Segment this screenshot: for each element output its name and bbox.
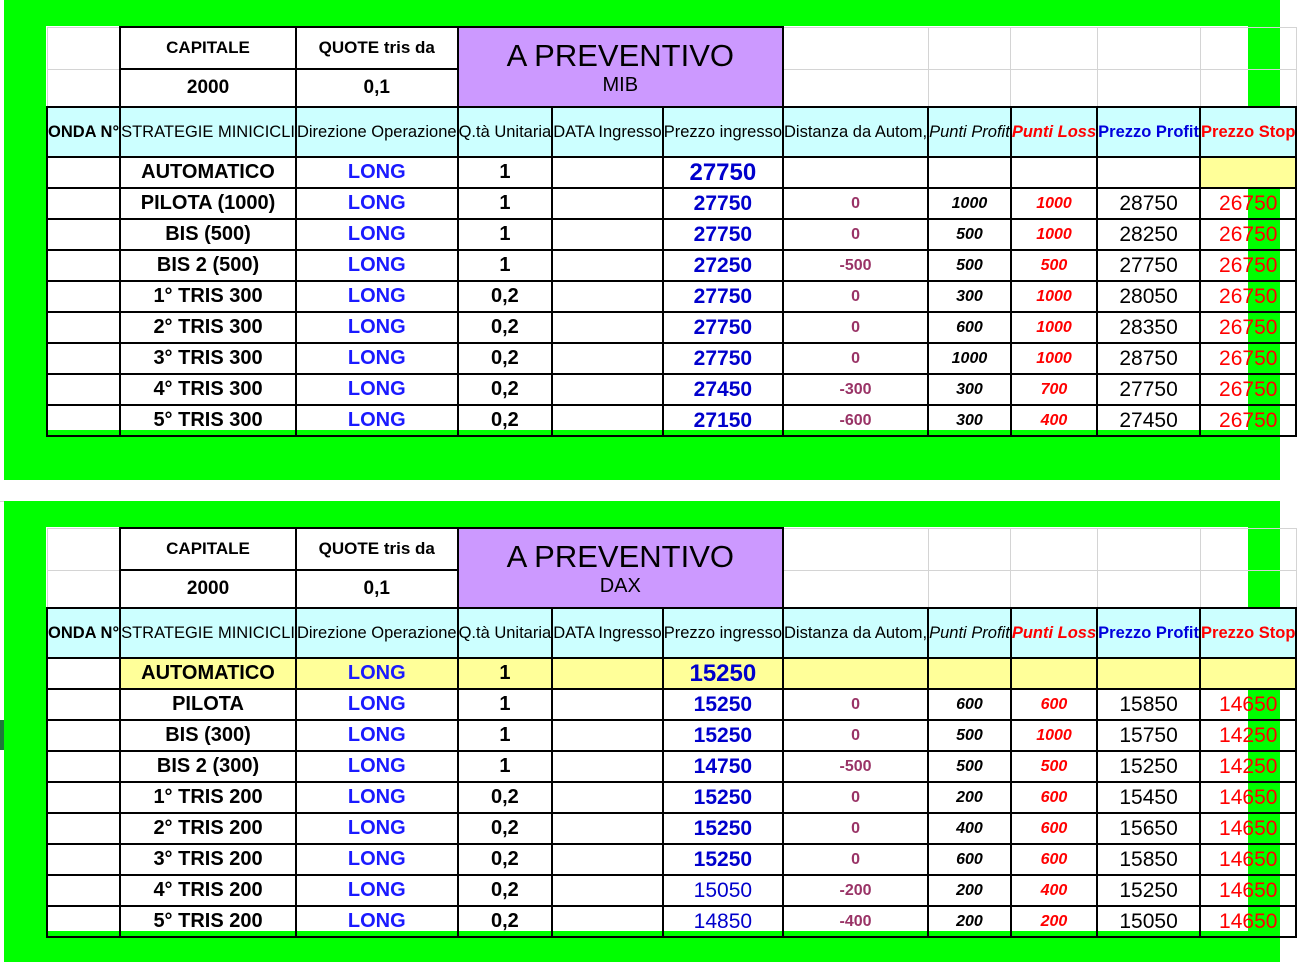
prezzo-ingresso-cell[interactable]: 15050 (663, 875, 783, 906)
distanza-cell[interactable] (783, 658, 928, 689)
onda-cell[interactable] (47, 906, 120, 937)
prezzo-profit-cell[interactable]: 15650 (1097, 813, 1200, 844)
title-block[interactable] (458, 27, 783, 107)
cell[interactable] (1097, 27, 1200, 69)
onda-cell[interactable] (47, 689, 120, 720)
distanza-cell[interactable]: -200 (783, 875, 928, 906)
direzione-cell[interactable]: LONG (296, 281, 458, 312)
onda-cell[interactable] (47, 875, 120, 906)
onda-cell[interactable] (47, 374, 120, 405)
direzione-cell[interactable]: LONG (296, 906, 458, 937)
header-prezzo-ingresso[interactable]: Prezzo ingresso (663, 608, 783, 658)
cell[interactable] (1200, 528, 1296, 570)
punti-profit-cell[interactable]: 500 (928, 219, 1011, 250)
punti-profit-cell[interactable]: 500 (928, 751, 1011, 782)
onda-cell[interactable] (47, 188, 120, 219)
qta-cell[interactable]: 1 (458, 219, 553, 250)
header-strategie[interactable]: STRATEGIE MINICICLI (120, 608, 296, 658)
prezzo-ingresso-cell[interactable]: 27750 (663, 343, 783, 374)
mib-panel (4, 0, 1296, 480)
direzione-cell[interactable]: LONG (296, 875, 458, 906)
quote-value[interactable]: 0,1 (296, 69, 458, 107)
table-row (47, 658, 1296, 689)
punti-loss-cell[interactable]: 600 (1011, 844, 1097, 875)
data-ingresso-cell[interactable] (552, 157, 663, 188)
strategia-cell[interactable]: 1° TRIS 300 (120, 281, 296, 312)
strategia-cell[interactable]: 2° TRIS 200 (120, 813, 296, 844)
punti-profit-cell[interactable]: 200 (928, 782, 1011, 813)
prezzo-stop-cell[interactable]: 14250 (1200, 751, 1296, 782)
punti-profit-cell[interactable]: 600 (928, 689, 1011, 720)
data-ingresso-cell[interactable] (552, 188, 663, 219)
prezzo-stop-cell[interactable]: 26750 (1200, 250, 1296, 281)
prezzo-profit-cell[interactable]: 27750 (1097, 374, 1200, 405)
table-row (47, 157, 1296, 188)
strategia-cell[interactable]: AUTOMATICO (120, 157, 296, 188)
distanza-cell[interactable]: 0 (783, 689, 928, 720)
prezzo-profit-cell[interactable]: 27450 (1097, 405, 1200, 436)
cell[interactable] (928, 27, 1011, 69)
prezzo-ingresso-cell[interactable]: 15250 (663, 844, 783, 875)
prezzo-profit-cell[interactable]: 15750 (1097, 720, 1200, 751)
dax-table (46, 527, 1297, 938)
cell[interactable] (783, 69, 928, 107)
table-row (47, 813, 1296, 844)
strategia-cell[interactable]: BIS (500) (120, 219, 296, 250)
cell[interactable] (783, 27, 928, 69)
table-row (47, 906, 1296, 937)
cell[interactable] (783, 570, 928, 608)
table-row (47, 188, 1296, 219)
cell[interactable] (928, 528, 1011, 570)
punti-profit-cell[interactable]: 200 (928, 875, 1011, 906)
header-prezzo-stop[interactable]: Prezzo Stop (1200, 608, 1296, 658)
cell[interactable] (1011, 570, 1097, 608)
prezzo-profit-cell[interactable]: 15250 (1097, 875, 1200, 906)
prezzo-ingresso-cell[interactable]: 14850 (663, 906, 783, 937)
header-qta[interactable]: Q.tà Unitaria (458, 608, 553, 658)
data-ingresso-cell[interactable] (552, 281, 663, 312)
prezzo-profit-cell[interactable]: 28350 (1097, 312, 1200, 343)
qta-cell[interactable]: 1 (458, 658, 553, 689)
header-row (47, 107, 1296, 157)
table-row (47, 720, 1296, 751)
direzione-cell[interactable]: LONG (296, 157, 458, 188)
table-row (47, 281, 1296, 312)
prezzo-ingresso-cell[interactable]: 27750 (663, 312, 783, 343)
qta-cell[interactable]: 0,2 (458, 813, 553, 844)
direzione-cell[interactable]: LONG (296, 374, 458, 405)
title-block[interactable] (458, 528, 783, 608)
cell[interactable] (1097, 69, 1200, 107)
prezzo-profit-cell[interactable]: 15450 (1097, 782, 1200, 813)
punti-loss-cell[interactable]: 400 (1011, 875, 1097, 906)
data-ingresso-cell[interactable] (552, 405, 663, 436)
punti-profit-cell[interactable]: 1000 (928, 343, 1011, 374)
qta-cell[interactable]: 0,2 (458, 875, 553, 906)
header-direzione[interactable]: Direzione Operazione (296, 608, 458, 658)
distanza-cell[interactable]: 0 (783, 219, 928, 250)
data-ingresso-cell[interactable] (552, 720, 663, 751)
direzione-cell[interactable]: LONG (296, 343, 458, 374)
strategia-cell[interactable]: 2° TRIS 300 (120, 312, 296, 343)
prezzo-stop-cell[interactable]: 26750 (1200, 281, 1296, 312)
capitale-label[interactable]: CAPITALE (120, 27, 296, 69)
punti-loss-cell[interactable]: 500 (1011, 751, 1097, 782)
header-qta[interactable]: Q.tà Unitaria (458, 107, 553, 157)
distanza-cell[interactable]: -400 (783, 906, 928, 937)
table-row (47, 312, 1296, 343)
punti-profit-cell[interactable]: 300 (928, 374, 1011, 405)
punti-loss-cell[interactable]: 1000 (1011, 312, 1097, 343)
direzione-cell[interactable]: LONG (296, 658, 458, 689)
strategia-cell[interactable]: AUTOMATICO (120, 658, 296, 689)
distanza-cell[interactable]: -500 (783, 751, 928, 782)
prezzo-ingresso-cell[interactable]: 15250 (663, 813, 783, 844)
prezzo-stop-cell[interactable] (1200, 157, 1296, 188)
prezzo-profit-cell[interactable]: 28750 (1097, 188, 1200, 219)
strategia-cell[interactable]: PILOTA (1000) (120, 188, 296, 219)
onda-cell[interactable] (47, 813, 120, 844)
data-ingresso-cell[interactable] (552, 219, 663, 250)
prezzo-stop-cell[interactable]: 26750 (1200, 219, 1296, 250)
cell[interactable] (1097, 570, 1200, 608)
prezzo-stop-cell[interactable] (1200, 658, 1296, 689)
header-direzione[interactable]: Direzione Operazione (296, 107, 458, 157)
qta-cell[interactable]: 1 (458, 250, 553, 281)
cell[interactable] (783, 528, 928, 570)
prezzo-ingresso-cell[interactable]: 27750 (663, 219, 783, 250)
data-ingresso-cell[interactable] (552, 312, 663, 343)
qta-cell[interactable]: 0,2 (458, 844, 553, 875)
qta-cell[interactable]: 0,2 (458, 405, 553, 436)
onda-cell[interactable] (47, 250, 120, 281)
qta-cell[interactable]: 1 (458, 751, 553, 782)
prezzo-ingresso-cell[interactable]: 15250 (663, 782, 783, 813)
prezzo-stop-cell[interactable]: 14250 (1200, 720, 1296, 751)
qta-cell[interactable]: 0,2 (458, 312, 553, 343)
punti-loss-cell[interactable]: 1000 (1011, 219, 1097, 250)
strategia-cell[interactable]: 5° TRIS 200 (120, 906, 296, 937)
header-punti-loss[interactable]: Punti Loss (1011, 107, 1097, 157)
index-label: MIB (602, 73, 639, 96)
prezzo-stop-cell[interactable]: 14650 (1200, 906, 1296, 937)
qta-cell[interactable]: 0,2 (458, 906, 553, 937)
strategia-cell[interactable]: BIS (300) (120, 720, 296, 751)
punti-loss-cell[interactable]: 600 (1011, 782, 1097, 813)
direzione-cell[interactable]: LONG (296, 188, 458, 219)
prezzo-profit-cell[interactable]: 15850 (1097, 689, 1200, 720)
distanza-cell[interactable] (783, 157, 928, 188)
table-row (47, 374, 1296, 405)
header-punti-profit[interactable]: Punti Profit (928, 107, 1011, 157)
onda-cell[interactable] (47, 782, 120, 813)
header-data[interactable]: DATA Ingresso (552, 107, 663, 157)
onda-cell[interactable] (47, 281, 120, 312)
header-prezzo-ingresso[interactable]: Prezzo ingresso (663, 107, 783, 157)
distanza-cell[interactable]: 0 (783, 720, 928, 751)
direzione-cell[interactable]: LONG (296, 844, 458, 875)
table-row (47, 405, 1296, 436)
mib-table (46, 26, 1297, 437)
punti-loss-cell[interactable] (1011, 658, 1097, 689)
punti-loss-cell[interactable]: 1000 (1011, 343, 1097, 374)
distanza-cell[interactable]: 0 (783, 782, 928, 813)
cell[interactable] (928, 570, 1011, 608)
punti-profit-cell[interactable]: 500 (928, 250, 1011, 281)
prezzo-stop-cell[interactable]: 26750 (1200, 405, 1296, 436)
data-ingresso-cell[interactable] (552, 343, 663, 374)
data-ingresso-cell[interactable] (552, 751, 663, 782)
data-ingresso-cell[interactable] (552, 658, 663, 689)
table-row (47, 782, 1296, 813)
data-ingresso-cell[interactable] (552, 844, 663, 875)
table-row (47, 751, 1296, 782)
distanza-cell[interactable]: -600 (783, 405, 928, 436)
cell[interactable] (47, 69, 120, 107)
index-label: DAX (599, 574, 641, 597)
data-ingresso-cell[interactable] (552, 374, 663, 405)
table-row (47, 343, 1296, 374)
punti-loss-cell[interactable]: 400 (1011, 405, 1097, 436)
qta-cell[interactable]: 0,2 (458, 782, 553, 813)
strategia-cell[interactable]: 3° TRIS 200 (120, 844, 296, 875)
quote-value[interactable]: 0,1 (296, 570, 458, 608)
qta-cell[interactable]: 1 (458, 720, 553, 751)
dax-panel (4, 501, 1296, 962)
prezzo-profit-cell[interactable] (1097, 157, 1200, 188)
direzione-cell[interactable]: LONG (296, 720, 458, 751)
cell[interactable] (47, 570, 120, 608)
direzione-cell[interactable]: LONG (296, 219, 458, 250)
qta-cell[interactable]: 0,2 (458, 374, 553, 405)
punti-profit-cell[interactable]: 600 (928, 844, 1011, 875)
strategia-cell[interactable]: 1° TRIS 200 (120, 782, 296, 813)
data-ingresso-cell[interactable] (552, 782, 663, 813)
onda-cell[interactable] (47, 720, 120, 751)
onda-cell[interactable] (47, 844, 120, 875)
punti-loss-cell[interactable]: 600 (1011, 813, 1097, 844)
strategia-cell[interactable]: BIS 2 (500) (120, 250, 296, 281)
prezzo-profit-cell[interactable]: 28750 (1097, 343, 1200, 374)
punti-loss-cell[interactable]: 1000 (1011, 281, 1097, 312)
cell[interactable] (47, 27, 120, 69)
punti-profit-cell[interactable] (928, 658, 1011, 689)
direzione-cell[interactable]: LONG (296, 689, 458, 720)
distanza-cell[interactable]: -300 (783, 374, 928, 405)
prezzo-ingresso-cell[interactable]: 27250 (663, 250, 783, 281)
qta-cell[interactable]: 0,2 (458, 343, 553, 374)
prezzo-profit-cell[interactable]: 15050 (1097, 906, 1200, 937)
prezzo-ingresso-cell[interactable]: 27750 (663, 281, 783, 312)
direzione-cell[interactable]: LONG (296, 250, 458, 281)
table-row (47, 689, 1296, 720)
prezzo-ingresso-cell[interactable]: 15250 (663, 658, 783, 689)
qta-cell[interactable]: 1 (458, 188, 553, 219)
punti-loss-cell[interactable]: 600 (1011, 689, 1097, 720)
dax-sheet (46, 527, 1296, 933)
prezzo-ingresso-cell[interactable]: 15250 (663, 720, 783, 751)
table-row (47, 875, 1296, 906)
prezzo-ingresso-cell[interactable]: 14750 (663, 751, 783, 782)
prezzo-stop-cell[interactable]: 26750 (1200, 343, 1296, 374)
qta-cell[interactable]: 0,2 (458, 281, 553, 312)
prezzo-ingresso-cell[interactable]: 27750 (663, 188, 783, 219)
strategia-cell[interactable]: 3° TRIS 300 (120, 343, 296, 374)
prezzo-profit-cell[interactable]: 28250 (1097, 219, 1200, 250)
data-ingresso-cell[interactable] (552, 906, 663, 937)
distanza-cell[interactable]: 0 (783, 343, 928, 374)
prezzo-ingresso-cell[interactable]: 27750 (663, 157, 783, 188)
punti-profit-cell[interactable]: 200 (928, 906, 1011, 937)
cell[interactable] (1011, 528, 1097, 570)
title-label: A PREVENTIVO (506, 538, 734, 574)
distanza-cell[interactable]: 0 (783, 281, 928, 312)
prezzo-profit-cell[interactable] (1097, 658, 1200, 689)
prezzo-profit-cell[interactable]: 27750 (1097, 250, 1200, 281)
table-row (47, 219, 1296, 250)
direzione-cell[interactable]: LONG (296, 405, 458, 436)
header-distanza[interactable]: Distanza da Autom, (783, 608, 928, 658)
cell[interactable] (1011, 69, 1097, 107)
punti-profit-cell[interactable]: 300 (928, 405, 1011, 436)
title-label: A PREVENTIVO (506, 37, 734, 73)
strategia-cell[interactable]: PILOTA (120, 689, 296, 720)
direzione-cell[interactable]: LONG (296, 782, 458, 813)
onda-cell[interactable] (47, 312, 120, 343)
mib-sheet (46, 26, 1296, 432)
capitale-label[interactable]: CAPITALE (120, 528, 296, 570)
header-prezzo-profit[interactable]: Prezzo Profit (1097, 107, 1200, 157)
onda-cell[interactable] (47, 658, 120, 689)
header-strategie[interactable]: STRATEGIE MINICICLI (120, 107, 296, 157)
punti-loss-cell[interactable]: 1000 (1011, 188, 1097, 219)
onda-cell[interactable] (47, 405, 120, 436)
distanza-cell[interactable]: 0 (783, 312, 928, 343)
qta-cell[interactable]: 1 (458, 157, 553, 188)
strategia-cell[interactable]: BIS 2 (300) (120, 751, 296, 782)
header-punti-loss[interactable]: Punti Loss (1011, 608, 1097, 658)
punti-profit-cell[interactable]: 600 (928, 312, 1011, 343)
data-ingresso-cell[interactable] (552, 689, 663, 720)
data-ingresso-cell[interactable] (552, 875, 663, 906)
prezzo-stop-cell[interactable]: 26750 (1200, 312, 1296, 343)
punti-loss-cell[interactable]: 200 (1011, 906, 1097, 937)
distanza-cell[interactable]: 0 (783, 813, 928, 844)
header-prezzo-stop[interactable]: Prezzo Stop (1200, 107, 1296, 157)
prezzo-ingresso-cell[interactable]: 15250 (663, 689, 783, 720)
punti-loss-cell[interactable] (1011, 157, 1097, 188)
quote-label[interactable]: QUOTE tris da (296, 27, 458, 69)
header-onda[interactable]: ONDA N° (47, 107, 120, 157)
punti-profit-cell[interactable]: 300 (928, 281, 1011, 312)
row-marker (0, 720, 4, 750)
cell[interactable] (928, 69, 1011, 107)
capitale-value[interactable]: 2000 (120, 570, 296, 608)
cell[interactable] (1200, 69, 1296, 107)
prezzo-ingresso-cell[interactable]: 27150 (663, 405, 783, 436)
punti-profit-cell[interactable] (928, 157, 1011, 188)
punti-loss-cell[interactable]: 500 (1011, 250, 1097, 281)
prezzo-stop-cell[interactable]: 14650 (1200, 813, 1296, 844)
punti-profit-cell[interactable]: 1000 (928, 188, 1011, 219)
table-row (47, 844, 1296, 875)
prezzo-stop-cell[interactable]: 14650 (1200, 875, 1296, 906)
capitale-value[interactable]: 2000 (120, 69, 296, 107)
onda-cell[interactable] (47, 219, 120, 250)
data-ingresso-cell[interactable] (552, 250, 663, 281)
punti-profit-cell[interactable]: 500 (928, 720, 1011, 751)
cell[interactable] (1200, 570, 1296, 608)
direzione-cell[interactable]: LONG (296, 813, 458, 844)
direzione-cell[interactable]: LONG (296, 751, 458, 782)
prezzo-stop-cell[interactable]: 14650 (1200, 689, 1296, 720)
cell[interactable] (1097, 528, 1200, 570)
qta-cell[interactable]: 1 (458, 689, 553, 720)
cell[interactable] (1011, 27, 1097, 69)
distanza-cell[interactable]: -500 (783, 250, 928, 281)
strategia-cell[interactable]: 4° TRIS 200 (120, 875, 296, 906)
distanza-cell[interactable]: 0 (783, 188, 928, 219)
onda-cell[interactable] (47, 751, 120, 782)
prezzo-ingresso-cell[interactable]: 27450 (663, 374, 783, 405)
prezzo-stop-cell[interactable]: 26750 (1200, 188, 1296, 219)
prezzo-profit-cell[interactable]: 28050 (1097, 281, 1200, 312)
header-prezzo-profit[interactable]: Prezzo Profit (1097, 608, 1200, 658)
punti-loss-cell[interactable]: 1000 (1011, 720, 1097, 751)
table-row (47, 250, 1296, 281)
punti-loss-cell[interactable]: 700 (1011, 374, 1097, 405)
dax-body (47, 658, 1296, 937)
spreadsheet-gap-row (0, 480, 1280, 502)
onda-cell[interactable] (47, 343, 120, 374)
cell[interactable] (47, 528, 120, 570)
cell[interactable] (1200, 27, 1296, 69)
distanza-cell[interactable]: 0 (783, 844, 928, 875)
direzione-cell[interactable]: LONG (296, 312, 458, 343)
prezzo-stop-cell[interactable]: 14650 (1200, 782, 1296, 813)
prezzo-profit-cell[interactable]: 15850 (1097, 844, 1200, 875)
header-data[interactable]: DATA Ingresso (552, 608, 663, 658)
header-onda[interactable]: ONDA N° (47, 608, 120, 658)
quote-label[interactable]: QUOTE tris da (296, 528, 458, 570)
header-row (47, 608, 1296, 658)
onda-cell[interactable] (47, 157, 120, 188)
prezzo-profit-cell[interactable]: 15250 (1097, 751, 1200, 782)
strategia-cell[interactable]: 4° TRIS 300 (120, 374, 296, 405)
header-distanza[interactable]: Distanza da Autom, (783, 107, 928, 157)
prezzo-stop-cell[interactable]: 26750 (1200, 374, 1296, 405)
header-punti-profit[interactable]: Punti Profit (928, 608, 1011, 658)
mib-body (47, 157, 1296, 436)
data-ingresso-cell[interactable] (552, 813, 663, 844)
prezzo-stop-cell[interactable]: 14650 (1200, 844, 1296, 875)
punti-profit-cell[interactable]: 400 (928, 813, 1011, 844)
strategia-cell[interactable]: 5° TRIS 300 (120, 405, 296, 436)
